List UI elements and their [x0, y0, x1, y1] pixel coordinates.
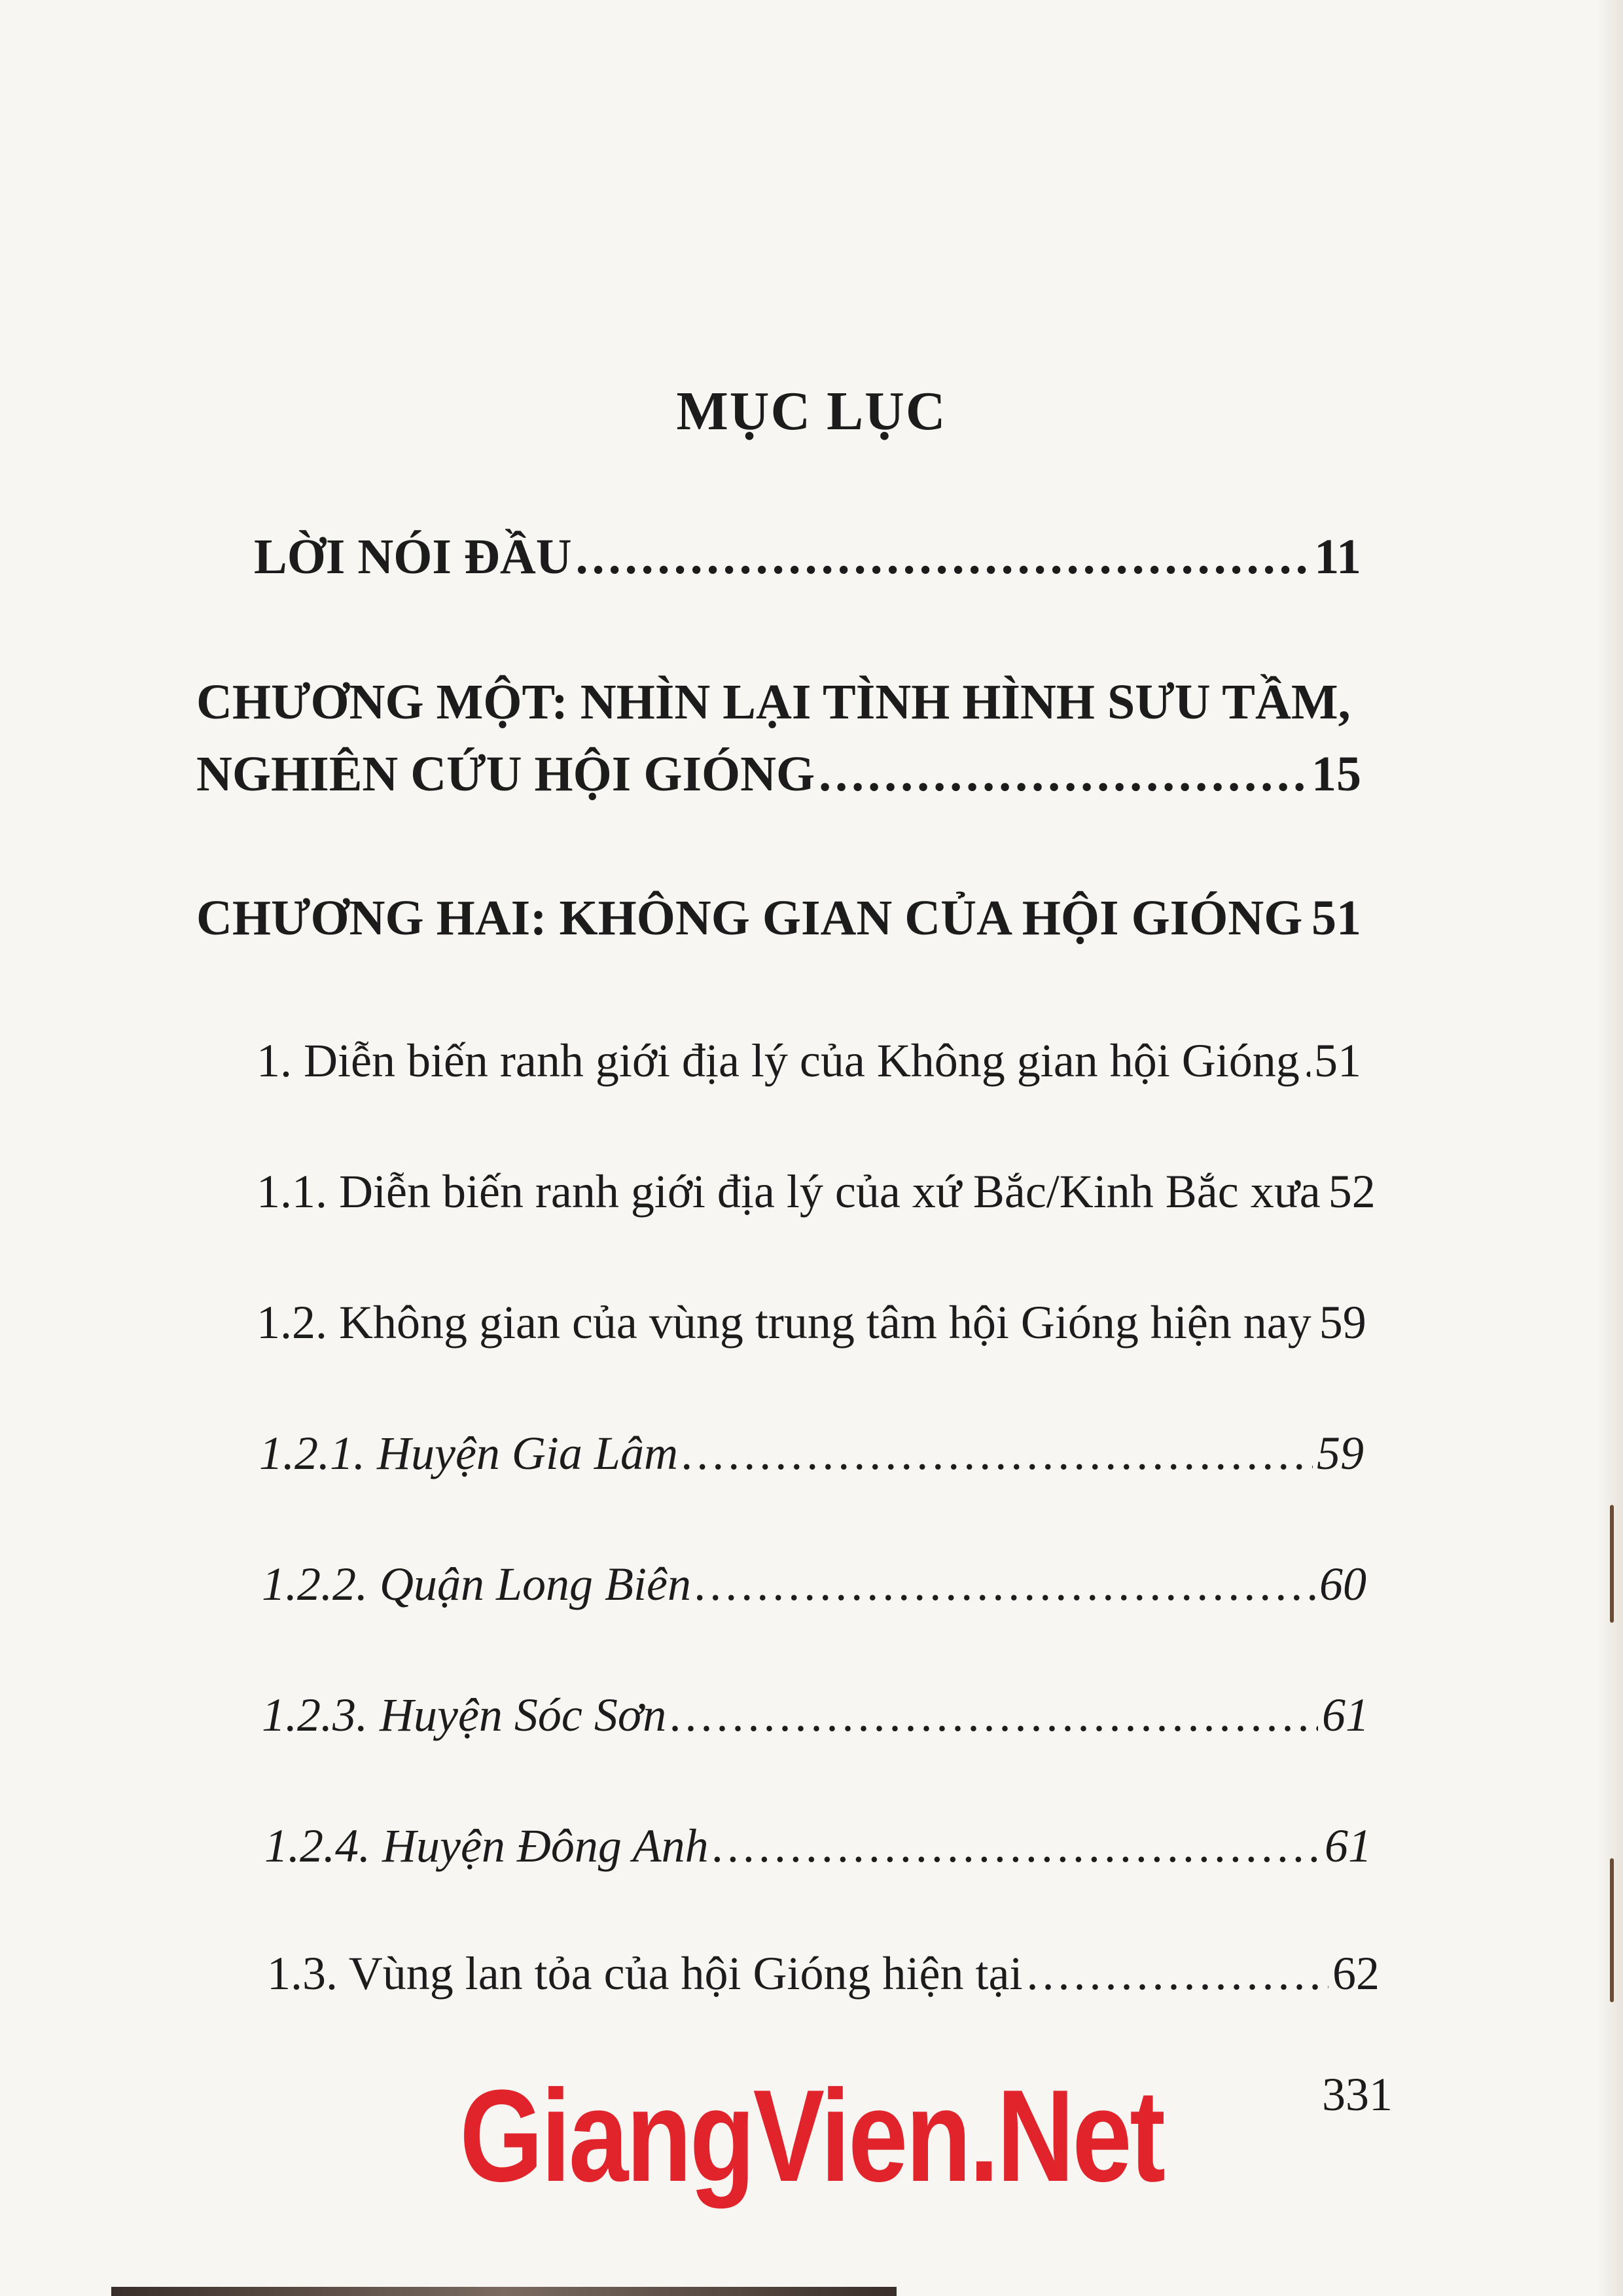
- toc-entry[interactable]: [257, 1165, 1376, 1219]
- toc-entry-page: 60: [1319, 1558, 1366, 1610]
- toc-entry-page: 51: [1311, 891, 1361, 945]
- toc-entry-label: 1.2. Không gian của vùng trung tâm hội Gióng hiện nay: [257, 1296, 1311, 1349]
- dot-leader: [670, 1688, 1318, 1742]
- dot-leader: [1026, 1947, 1329, 2001]
- toc-entry-label: 1.2.2. Quận Long Biên: [262, 1558, 691, 1610]
- toc-entry[interactable]: [257, 1034, 1361, 1088]
- binding-mark: [1610, 1505, 1614, 1623]
- toc-entry-label: CHƯƠNG HAI: KHÔNG GIAN CỦA HỘI GIÓNG: [196, 891, 1303, 945]
- dot-leader: [1304, 1034, 1310, 1088]
- toc-entry[interactable]: [267, 1947, 1380, 2001]
- toc-entry-label: 1.2.1. Huyện Gia Lâm: [259, 1427, 678, 1479]
- toc-entry-chuong-mot[interactable]: [196, 746, 1361, 803]
- watermark-logo: GiangVien.Net: [459, 2063, 1164, 2209]
- toc-entry[interactable]: [262, 1557, 1366, 1612]
- toc-entry[interactable]: [259, 1426, 1364, 1481]
- dot-leader: [576, 529, 1311, 586]
- toc-entry[interactable]: [264, 1819, 1372, 1873]
- dot-leader: [695, 1557, 1315, 1612]
- dot-leader: [713, 1819, 1321, 1873]
- page-number: 331: [1322, 2068, 1393, 2121]
- toc-entry-loi-noi-dau[interactable]: [254, 529, 1361, 586]
- binding-mark: [1610, 1858, 1614, 2002]
- toc-entry-page: 52: [1328, 1165, 1376, 1218]
- toc-entry-label: 1.2.4. Huyện Đông Anh: [264, 1820, 709, 1872]
- toc-entry-page: 51: [1314, 1034, 1361, 1087]
- toc-entry-page: 61: [1325, 1820, 1372, 1872]
- toc-entry-chuong-hai[interactable]: [196, 890, 1361, 947]
- toc-entry-page: 11: [1314, 529, 1361, 584]
- page-title: MỤC LỤC: [676, 381, 947, 442]
- toc-entry[interactable]: [262, 1688, 1369, 1742]
- toc-entry-label: 1. Diễn biến ranh giới địa lý của Không gian hội Gióng: [257, 1034, 1300, 1087]
- toc-entry-page: 62: [1332, 1947, 1380, 2000]
- toc-entry-page: 59: [1319, 1296, 1366, 1349]
- toc-entry-page: 15: [1311, 747, 1361, 802]
- toc-entry-label: LỜI NÓI ĐẦU: [254, 529, 572, 584]
- toc-entry-label: 1.1. Diễn biến ranh giới địa lý của xứ Bắc/Kinh Bắc xưa: [257, 1165, 1321, 1218]
- toc-entry-page: 61: [1322, 1689, 1369, 1741]
- dot-leader: [819, 746, 1308, 803]
- dot-leader: [682, 1426, 1313, 1481]
- toc-chapter-one-line1[interactable]: CHƯƠNG MỘT: NHÌN LẠI TÌNH HÌNH SƯU TẦM,: [196, 675, 1351, 730]
- toc-entry-label: 1.3. Vùng lan tỏa của hội Gióng hiện tại: [267, 1947, 1023, 2000]
- toc-entry[interactable]: [257, 1296, 1366, 1350]
- toc-entry-page: 59: [1317, 1427, 1364, 1479]
- bottom-edge-strip: [111, 2287, 897, 2296]
- toc-entry-label: 1.2.3. Huyện Sóc Sơn: [262, 1689, 667, 1741]
- toc-entry-label: NGHIÊN CỨU HỘI GIÓNG: [196, 747, 815, 802]
- dot-leader: [1306, 890, 1308, 947]
